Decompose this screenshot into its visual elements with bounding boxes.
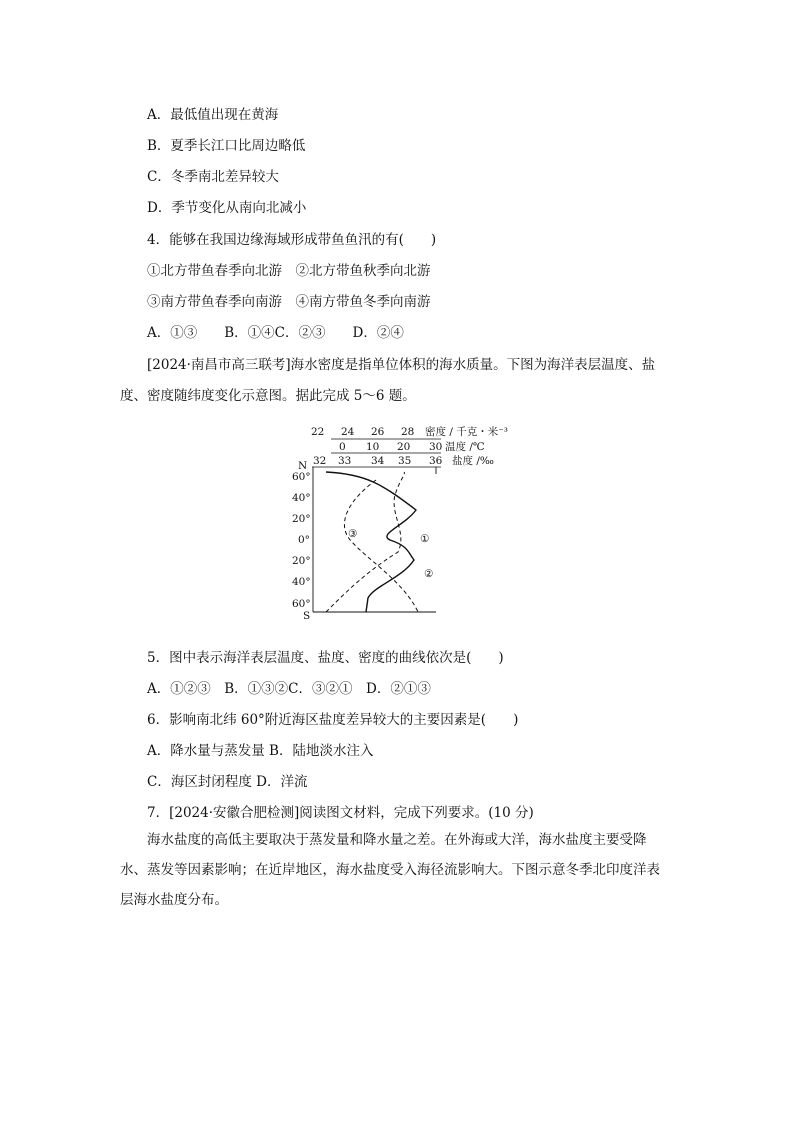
q6-stem: 6．影响南北纬 60°附近海区盐度差异较大的主要因素是( ) <box>147 712 519 728</box>
curve-label-2: ② <box>424 568 434 580</box>
lat-label: 60° <box>292 598 311 610</box>
q7-stem: 7．[2024·安徽合肥检测]阅读图文材料，完成下列要求。(10 分) <box>147 805 534 821</box>
salinity-axis-label: 盐度 /‰ <box>452 455 494 467</box>
q5-options: A．①②③ B．①③②C．③②① D．②①③ <box>147 681 431 697</box>
lat-label: 20° <box>292 555 311 567</box>
density-tick: 28 <box>401 426 415 438</box>
q5-stem: 5．图中表示海洋表层温度、盐度、密度的曲线依次是( ) <box>147 650 504 666</box>
q6-options-cd: C．海区封闭程度 D．洋流 <box>147 774 308 790</box>
temperature-salinity-density-figure <box>286 422 556 622</box>
density-tick: 22 <box>311 426 325 438</box>
south-label: S <box>303 610 311 622</box>
curve-3 <box>344 480 418 612</box>
lat-label: 40° <box>292 576 311 588</box>
temp-axis-label: 温度 /℃ <box>445 441 485 453</box>
q3-option-d: D．季节变化从南向北减小 <box>147 200 307 216</box>
q3-option-c: C．冬季南北差异较大 <box>147 169 279 185</box>
density-tick: 26 <box>371 426 385 438</box>
curve-label-1: ① <box>420 533 430 545</box>
lat-label: 40° <box>292 492 311 504</box>
temp-tick: 20 <box>397 441 411 453</box>
lat-label: 60° <box>292 471 311 483</box>
lat-label: 20° <box>292 513 311 525</box>
north-label: N <box>298 460 308 472</box>
q4-choice-line-2: ③南方带鱼春季向南游 ④南方带鱼冬季向南游 <box>147 294 431 310</box>
temp-tick: 10 <box>366 441 380 453</box>
intro-line-2: 度、密度随纬度变化示意图。据此完成 5～6 题。 <box>120 388 416 404</box>
salinity-tick: 35 <box>398 455 412 467</box>
curve-label-3: ③ <box>348 528 358 540</box>
curve-1 <box>326 472 416 612</box>
salinity-tick: 36 <box>429 455 443 467</box>
density-tick: 24 <box>341 426 355 438</box>
temp-tick: 30 <box>429 441 443 453</box>
q7-material-paragraph: 海水盐度的高低主要取决于蒸发量和降水量之差。在外海或大洋，海水盐度主要受降水、蒸发等因素影响；在近岸地区，海水盐度受入海径流影响大。下图示意冬季北印度洋表层海水盐度分布。 <box>120 832 660 908</box>
q3-option-b: B．夏季长江口比周边略低 <box>147 138 306 154</box>
q4-stem: 4．能够在我国边缘海域形成带鱼鱼汛的有( ) <box>147 232 437 248</box>
q4-options: A．①③ B．①④C．②③ D．②④ <box>147 325 404 341</box>
q4-choice-line-1: ①北方带鱼春季向北游 ②北方带鱼秋季向北游 <box>147 263 431 279</box>
figure-svg <box>286 422 556 622</box>
intro-line-1: [2024·南昌市高三联考]海水密度是指单位体积的海水质量。下图为海洋表层温度、盐 <box>147 357 656 373</box>
salinity-tick: 33 <box>338 455 352 467</box>
salinity-tick: 32 <box>313 455 327 467</box>
q3-option-a: A．最低值出现在黄海 <box>147 107 279 123</box>
density-axis-label: 密度 / 千克・米⁻³ <box>425 426 508 438</box>
lat-label: 0° <box>298 534 310 546</box>
salinity-tick: 34 <box>371 455 385 467</box>
temp-tick: 0 <box>339 441 346 453</box>
q6-options-ab: A．降水量与蒸发量 B．陆地淡水注入 <box>147 743 374 759</box>
